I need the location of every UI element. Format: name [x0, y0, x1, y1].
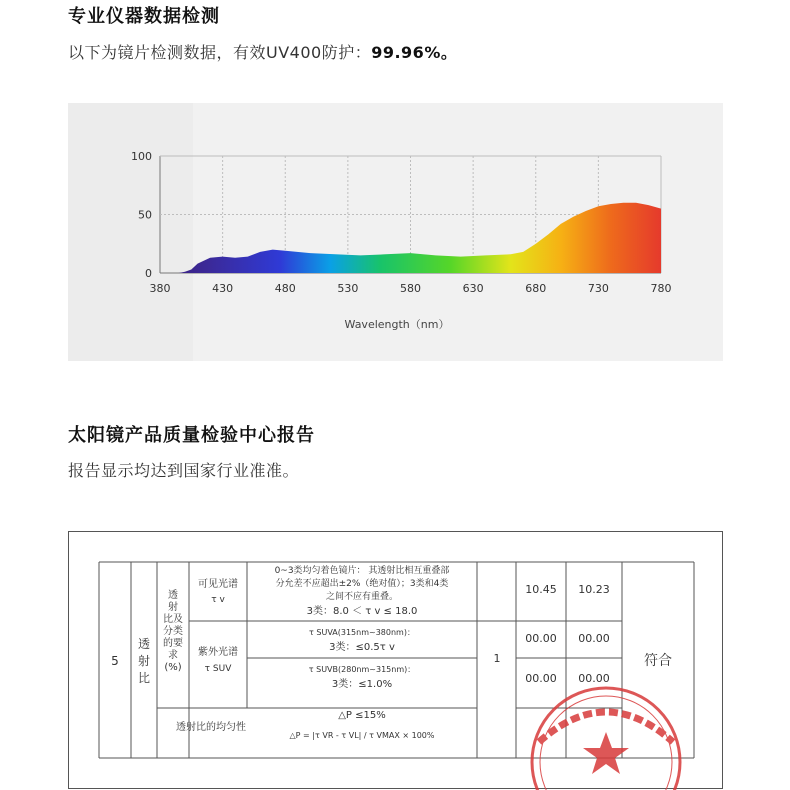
req-suvb-line2: 3类：≤1.0%: [331, 679, 393, 690]
transmittance-chart: [68, 103, 723, 361]
sub-label-line: 射: [168, 602, 178, 613]
uniformity-req: △P ≤15%: [338, 710, 386, 721]
req-suvb-line1: τ SUVB(280nm~315nm)：: [308, 665, 416, 674]
section-subtitle-report: 报告显示均达到国家行业准准。: [68, 461, 300, 480]
section-subtitle-instrument: [68, 40, 457, 63]
uniformity-label: 透射比的均匀性: [176, 722, 246, 733]
y-tick-labels: [131, 150, 152, 280]
visible-spectrum-label: 可见光谱: [198, 579, 238, 590]
req-visible-line1: 0~3类均匀着色镜片： 其透射比相互重叠部: [274, 566, 450, 576]
x-tick-label: 680: [525, 282, 547, 295]
result-conforms: 符合: [644, 653, 672, 669]
sample-count: 1: [493, 652, 501, 665]
y-tick-label: 50: [138, 208, 152, 222]
sub-label-line: 透: [168, 590, 178, 601]
subtitle-prefix: 以下为镜片检测数据，有效UV400防护：: [68, 43, 372, 62]
req-visible-line4: 3类：8.0 ＜ τ v ≤ 18.0: [306, 606, 418, 617]
report-table: [69, 532, 724, 790]
sub-label-line: 求: [168, 650, 178, 661]
x-tick-label: 430: [212, 282, 234, 295]
sub-label-line: 比及: [163, 614, 183, 625]
req-visible-line3: 之间不应有重叠。: [325, 592, 399, 602]
uv-symbol: τ SUV: [204, 664, 232, 674]
main-label-char: 射: [137, 654, 151, 668]
inspection-seal-stamp: [532, 688, 680, 790]
x-tick-label: 780: [650, 282, 672, 295]
x-tick-label: 580: [400, 282, 421, 295]
section-title-report: 太阳镜产品质量检验中心报告: [68, 425, 315, 446]
y-tick-label: 100: [131, 150, 152, 163]
value-suvb-a: 00.00: [525, 672, 557, 685]
sub-label-line: 分类: [163, 626, 183, 637]
value-suva-a: 00.00: [525, 632, 557, 645]
sub-label-classification: [163, 589, 183, 673]
y-tick-label: 0: [145, 267, 152, 280]
value-visible-a: 10.45: [525, 583, 557, 596]
sub-label-line: (%): [164, 662, 182, 673]
req-suva-line1: τ SUVA(315nm~380nm)：: [309, 628, 415, 637]
main-label-char: 透: [137, 637, 151, 651]
row-number: 5: [111, 654, 119, 668]
transmittance-chart-panel: [68, 103, 723, 361]
inspection-report: [68, 531, 723, 789]
x-tick-label: 380: [149, 282, 171, 295]
main-label-transmittance: [138, 637, 150, 685]
x-tick-label: 530: [337, 282, 359, 295]
req-suva-line2: 3类：≤0.5τ v: [329, 642, 395, 653]
x-tick-label: 730: [587, 282, 609, 295]
uv-protection-value: 99.96%。: [371, 43, 458, 62]
section-title-instrument: 专业仪器数据检测: [68, 6, 220, 27]
x-tick-labels: [150, 282, 672, 295]
x-tick-label: 630: [462, 282, 484, 295]
value-suvb-b: 00.00: [578, 672, 610, 685]
req-visible-line2: 分允差不应超出±2%（绝对值）；3类和4类: [275, 579, 449, 589]
main-label-char: 比: [137, 671, 151, 685]
visible-symbol: τ v: [211, 595, 225, 605]
value-suva-b: 00.00: [578, 632, 610, 645]
x-axis-label: Wavelength（nm）: [344, 318, 450, 331]
uniformity-formula: △P = |τ VR - τ VL| / τ VMAX × 100%: [289, 731, 435, 740]
sub-label-line: 的要: [163, 638, 183, 649]
value-visible-b: 10.23: [578, 583, 610, 596]
x-tick-label: 480: [274, 282, 296, 295]
uv-spectrum-label: 紫外光谱: [198, 647, 238, 658]
